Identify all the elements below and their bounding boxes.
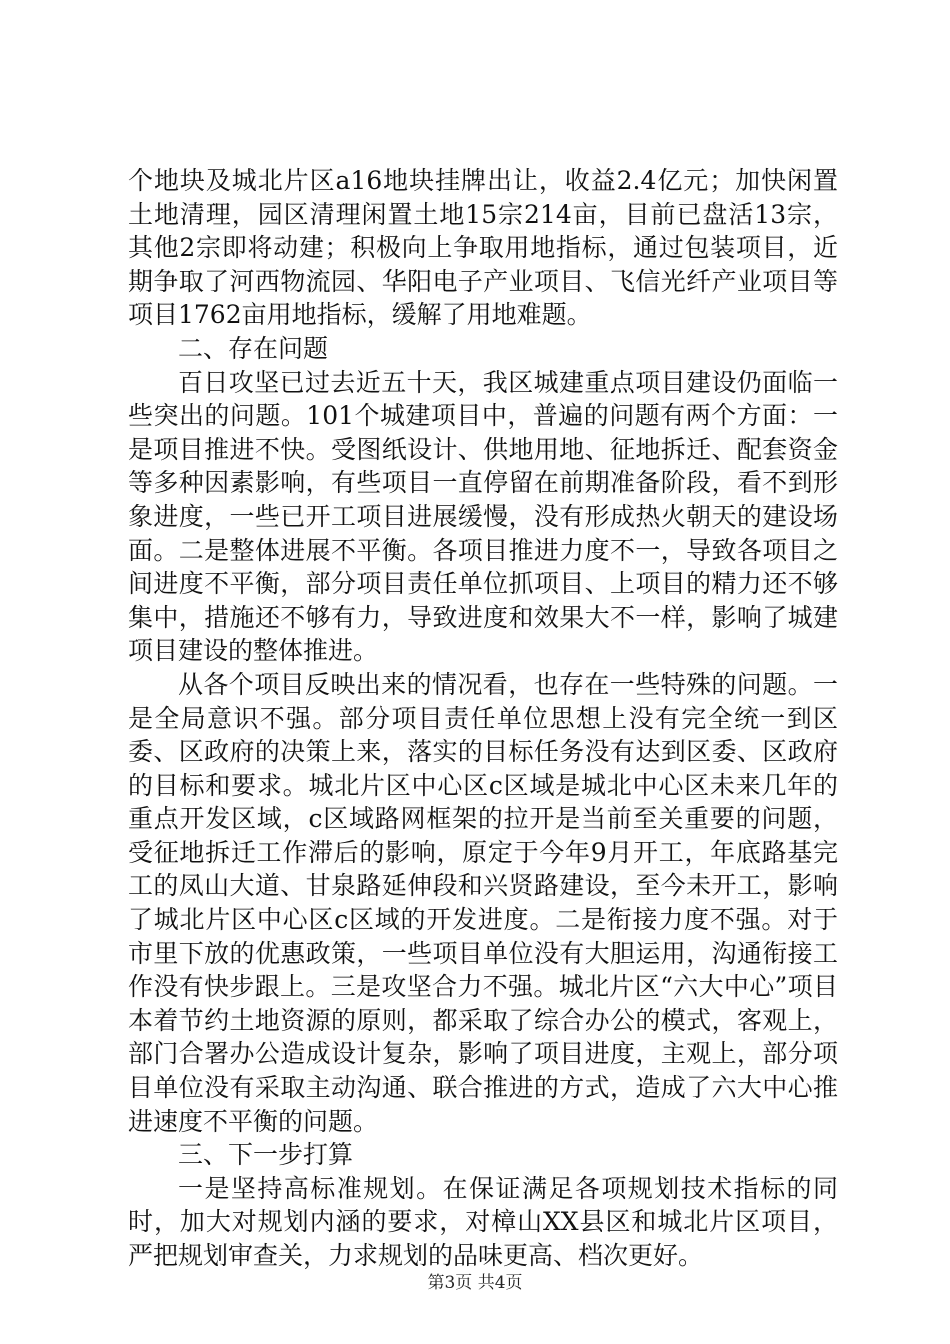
paragraph-general-problems: 百日攻坚已过去近五十天，我区城建重点项目建设仍面临一些突出的问题。101个城建项目中，普遍的问题有两个方面：一是项目推进不快。受图纸设计、供地用地、征地拆迁、配套资金等多种因素影响，有些项目一直停留在前期准备阶段，看不到形象进度，一些已开工项目进展缓慢，没有形成热火朝天的建设场面。二是整体进展不平衡。各项目推进力度不一，导致各项目之间进度不平衡，部分项目责任单位抓项目、上项目的精力还不够集中，措施还不够有力，导致进度和效果大不一样，影响了城建项目建设的整体推进。 bbox=[128, 367, 838, 666]
document-body bbox=[128, 164, 838, 1273]
page-number-footer: 第3页 共4页 bbox=[427, 1273, 523, 1293]
section-heading-next-steps: 三、下一步打算 bbox=[178, 1140, 354, 1170]
paragraph-land-supply: 个地块及城北片区a16地块挂牌出让，收益2.4亿元；加快闲置土地清理，园区清理闲置土地15宗214亩，目前已盘活13宗，其他2宗即将动建；积极向上争取用地指标，通过包装项目，近期争取了河西物流园、华阳电子产业项目、飞信光纤产业项目等项目1762亩用地指标，缓解了用地难题。 bbox=[128, 166, 838, 330]
paragraph-special-problems: 从各个项目反映出来的情况看，也存在一些特殊的问题。一是全局意识不强。部分项目责任单位思想上没有完全统一到区委、区政府的决策上来，落实的目标任务没有达到区委、区政府的目标和要求。城北片区中心区c区域是城北中心区未来几年的重点开发区域，c区域路网框架的拉开是当前至关重要的问题，受征地拆迁工作滞后的影响，原定于今年9月开工，年底路基完工的凤山大道、甘泉路延伸段和兴贤路建设，至今未开工，影响了城北片区中心区c区域的开发进度。二是衔接力度不强。对于市里下放的优惠政策，一些项目单位没有大胆运用，沟通衔接工作没有快步跟上。三是攻坚合力不强。城北片区“六大中心”项目本着节约土地资源的原则，都采取了综合办公的模式，客观上，部门合署办公造成设计复杂，影响了项目进度，主观上，部分项目单位没有采取主动沟通、联合推进的方式，造成了六大中心推进速度不平衡的问题。 bbox=[128, 669, 838, 1136]
paragraph-planning-standard: 一是坚持高标准规划。在保证满足各项规划技术指标的同时，加大对规划内涵的要求，对樟山XX县区和城北片区项目，严把规划审查关，力求规划的品味更高、档次更好。 bbox=[128, 1173, 838, 1270]
section-heading-problems: 二、存在问题 bbox=[178, 333, 329, 363]
